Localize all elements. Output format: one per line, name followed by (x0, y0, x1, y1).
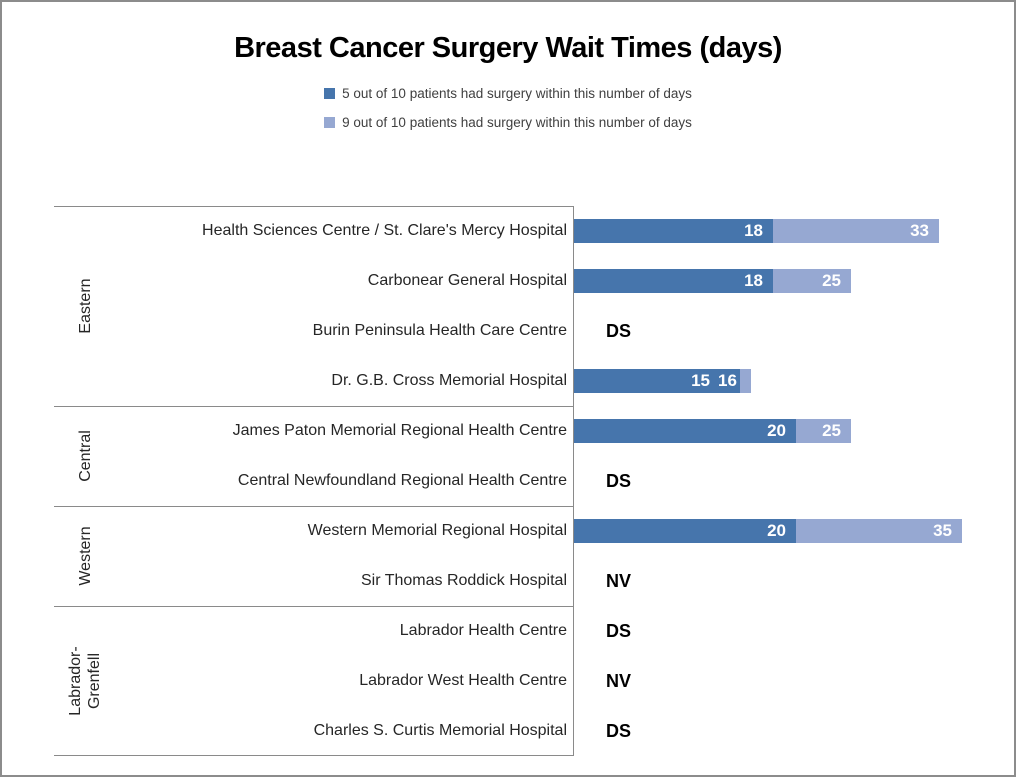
bar-p90-segment (773, 269, 851, 293)
region-cell (54, 506, 116, 606)
bar-p90-segment (718, 369, 751, 393)
table-grid-line (54, 506, 573, 507)
bar-row (574, 419, 851, 443)
region-label: Labrador- Grenfell (67, 646, 103, 716)
hospital-label: Health Sciences Centre / St. Clare's Mercy Hospital (202, 222, 567, 239)
table-grid-line (54, 755, 573, 756)
legend-swatch-icon (324, 117, 335, 128)
table-grid-line (54, 206, 573, 207)
legend (2, 84, 1014, 142)
region-cell (54, 206, 116, 406)
bar-p90-segment (773, 219, 939, 243)
chart-title: Breast Cancer Surgery Wait Times (days) (234, 32, 782, 64)
bar-p90-value: 25 (822, 421, 841, 440)
plot-area (573, 206, 1016, 756)
bar-row (574, 369, 751, 393)
bar-median-segment (574, 519, 796, 543)
bar-p90-segment (796, 419, 851, 443)
bar-row (574, 269, 851, 293)
legend-swatch-icon (324, 88, 335, 99)
region-label: Western (76, 526, 94, 586)
bar-row (574, 219, 939, 243)
label-table (54, 206, 573, 756)
table-grid-line (54, 606, 573, 607)
status-label: DS (606, 321, 632, 341)
bar-median-segment (574, 369, 740, 393)
hospital-label: Dr. G.B. Cross Memorial Hospital (331, 372, 567, 389)
bar-p90-segment (796, 519, 962, 543)
bar-row (574, 519, 962, 543)
bar-median-value: 20 (767, 521, 786, 540)
hospital-label: Western Memorial Regional Hospital (307, 522, 567, 539)
status-label: NV (606, 571, 632, 591)
bar-median-segment (574, 219, 773, 243)
bar-median-value: 20 (767, 421, 786, 440)
hospital-label: Sir Thomas Roddick Hospital (360, 572, 567, 589)
table-grid-line (54, 406, 573, 407)
legend-label: 9 out of 10 patients had surgery within this number of days (342, 114, 692, 130)
bar-p90-value: 25 (822, 271, 841, 290)
bar-p90-value: 35 (933, 521, 952, 540)
bar-median-value: 15 (691, 371, 710, 390)
status-label: DS (606, 471, 632, 491)
hospital-label: Burin Peninsula Health Care Centre (312, 322, 567, 339)
status-label: DS (606, 721, 632, 741)
hospital-label: Labrador West Health Centre (359, 672, 567, 689)
bar-median-segment (574, 269, 773, 293)
legend-item (324, 113, 692, 131)
region-cell (54, 406, 116, 506)
hospital-label: James Paton Memorial Regional Health Centre (232, 422, 567, 439)
bar-median-segment (574, 419, 796, 443)
region-label: Eastern (76, 278, 94, 334)
hospital-label: Charles S. Curtis Memorial Hospital (313, 722, 567, 739)
hospital-label: Central Newfoundland Regional Health Centre (237, 472, 567, 489)
hospital-label: Carbonear General Hospital (367, 272, 567, 289)
legend-item (324, 84, 692, 102)
bar-median-value: 18 (744, 271, 763, 290)
status-label: NV (606, 671, 632, 691)
region-cell (54, 606, 116, 756)
region-label: Central (76, 430, 94, 482)
bar-median-value: 18 (744, 221, 763, 240)
status-label: DS (606, 621, 632, 641)
hospital-label: Labrador Health Centre (399, 622, 567, 639)
bar-p90-value: 33 (910, 221, 929, 240)
bar-p90-value: 16 (718, 371, 737, 390)
legend-label: 5 out of 10 patients had surgery within this number of days (342, 85, 692, 101)
